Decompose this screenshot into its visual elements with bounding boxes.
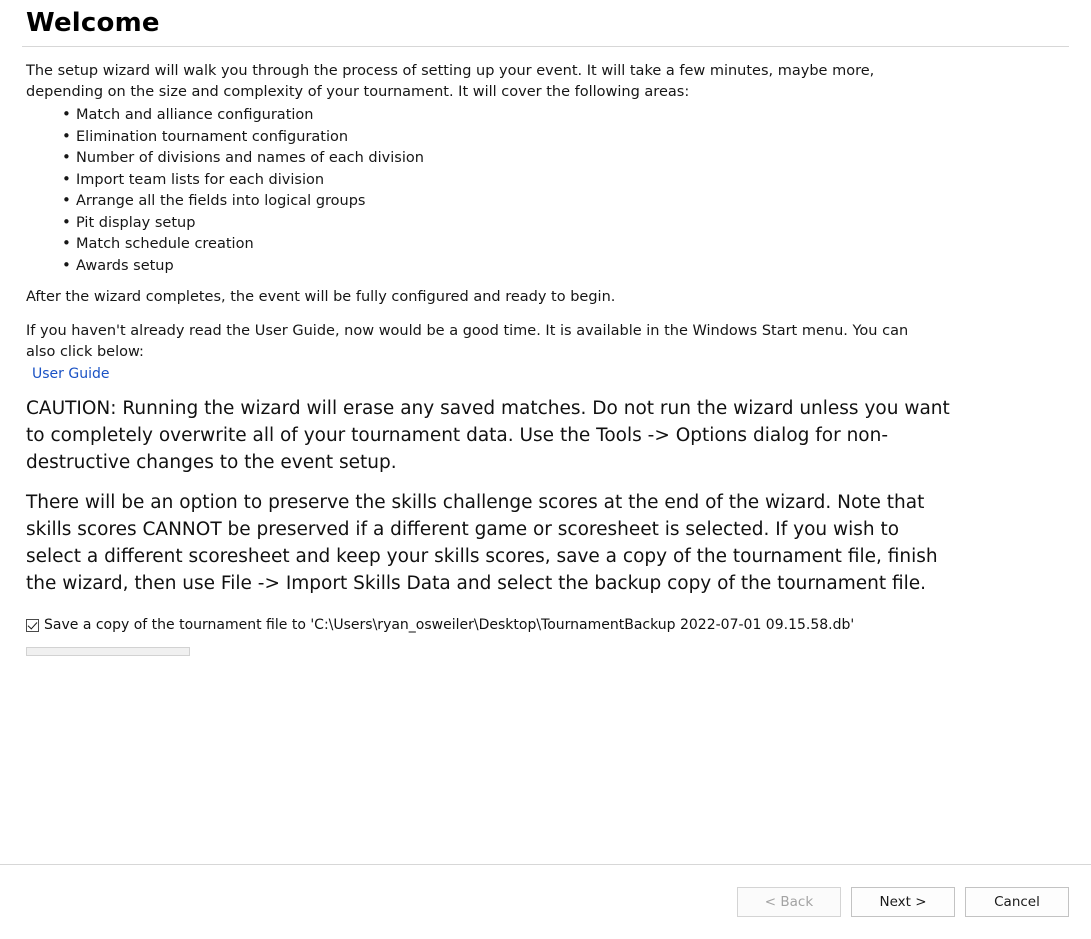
list-item: • Pit display setup — [62, 213, 1069, 235]
horizontal-scrollbar[interactable] — [26, 647, 190, 656]
next-button[interactable]: Next > — [851, 887, 955, 917]
wizard-content — [0, 47, 1091, 864]
list-item: • Number of divisions and names of each division — [62, 148, 1069, 170]
list-item: • Import team lists for each division — [62, 170, 1069, 192]
backup-checkbox[interactable] — [26, 619, 39, 632]
topics-list — [26, 105, 1069, 277]
list-item: • Match and alliance configuration — [62, 105, 1069, 127]
list-item: • Match schedule creation — [62, 234, 1069, 256]
list-item: • Awards setup — [62, 256, 1069, 278]
user-guide-paragraph: If you haven't already read the User Guide, now would be a good time. It is available in the Windows Start menu. You can also click below: — [26, 323, 909, 360]
back-button[interactable]: < Back — [737, 887, 841, 917]
caution-paragraph: CAUTION: Running the wizard will erase any saved matches. Do not run the wizard unless you want to completely overwrite all of your tournament data. Use the Tools -> Options dialog for non-destructive changes to the event setup. — [26, 398, 950, 473]
list-item: • Arrange all the fields into logical groups — [62, 191, 1069, 213]
backup-checkbox-row[interactable] — [26, 616, 1069, 635]
page-title: Welcome — [26, 8, 160, 38]
after-wizard-paragraph: After the wizard completes, the event will be fully configured and ready to begin. — [26, 289, 616, 305]
backup-checkbox-label: Save a copy of the tournament file to 'C:\Users\ryan_osweiler\Desktop\TournamentBackup 2022-07-01 09.15.58.db' — [44, 617, 855, 633]
wizard-footer — [0, 865, 1091, 939]
skills-note-paragraph: There will be an option to preserve the skills challenge scores at the end of the wizard. Note that skills scores CANNOT be preserved if a different game or scoresheet is selected. If you wish to select a different scoresheet and keep your skills scores, save a copy of the tournament file, finish the wizard, then use File -> Import Skills Data and select the backup copy of the tournament file. — [26, 492, 938, 594]
list-item: • Elimination tournament configuration — [62, 127, 1069, 149]
cancel-button[interactable]: Cancel — [965, 887, 1069, 917]
user-guide-link[interactable]: User Guide — [32, 366, 110, 382]
intro-paragraph: The setup wizard will walk you through the process of setting up your event. It will take a few minutes, maybe more, depending on the size and complexity of your tournament. It will cover the following areas: — [26, 63, 875, 100]
